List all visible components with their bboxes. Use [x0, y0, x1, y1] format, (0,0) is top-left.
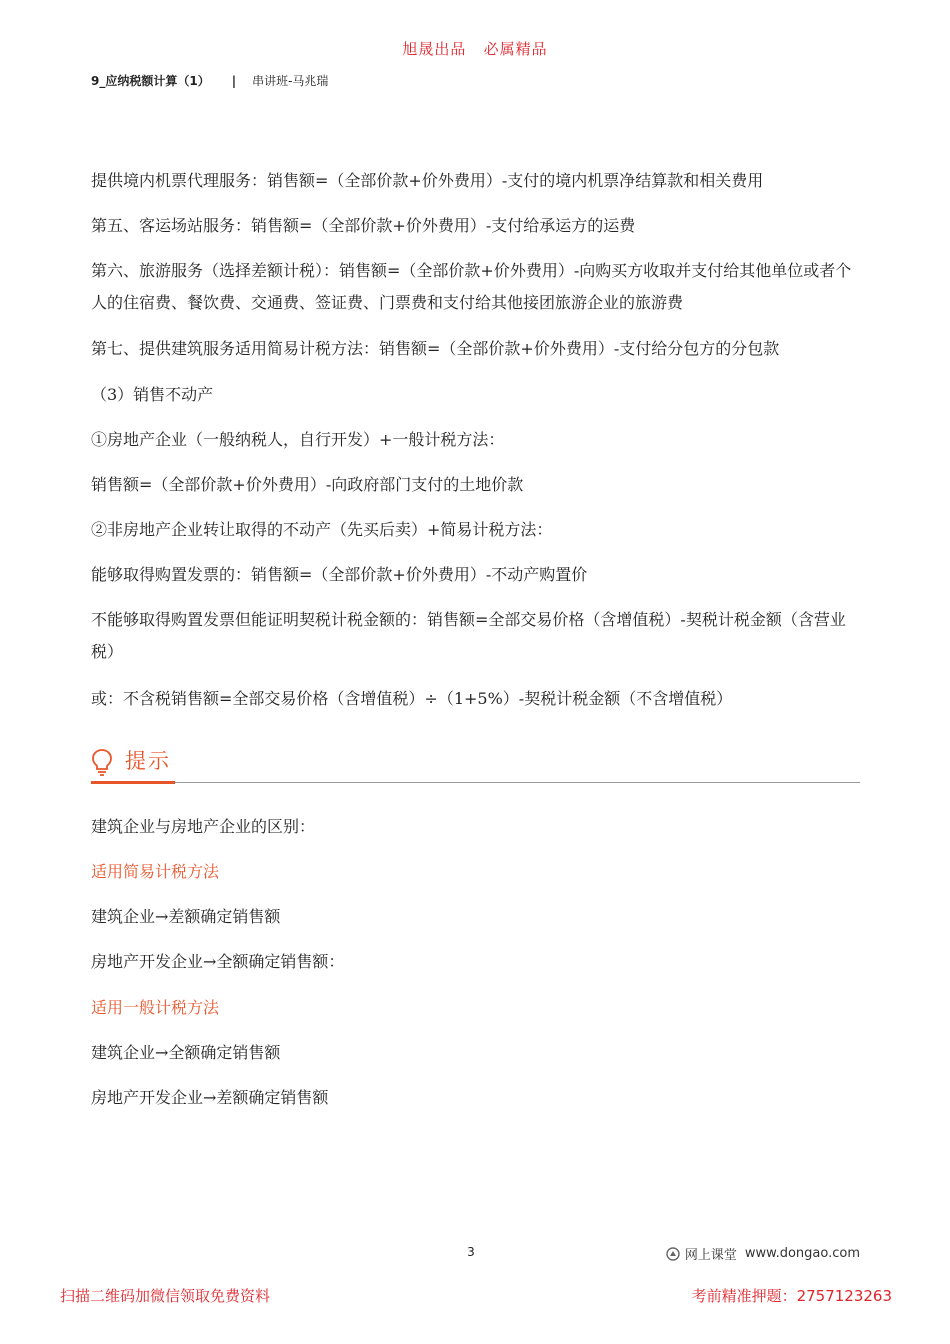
tip-intro: 建筑企业与房地产企业的区别：: [91, 817, 316, 836]
footer-site-link[interactable]: www.dongao.com: [744, 1246, 860, 1261]
course-name: 串讲班-马兆瑞: [252, 74, 329, 88]
tip-title: 提示: [125, 749, 171, 773]
paragraph-without-invoice: 不能够取得购置发票但能证明契税计税金额的：销售额=全部交易价格（含增值税）-契税计税金额（含营业税）: [91, 610, 846, 661]
paragraph-developer: ①房地产企业（一般纳税人，自行开发）+一般计税方法：: [91, 430, 505, 449]
chapter-title: 9_应纳税额计算（1）: [91, 74, 210, 88]
lightbulb-icon: [91, 748, 113, 776]
footer-brand-name: 网上课堂: [684, 1248, 737, 1263]
dongao-logo-icon: [666, 1247, 680, 1261]
tip-divider-accent: [91, 781, 175, 784]
tip-general-item: 建筑企业→全额确定销售额: [91, 1043, 281, 1062]
tip-simple-item: 建筑企业→差额确定销售额: [91, 907, 281, 926]
paragraph-alternative: 或：不含税销售额=全部交易价格（含增值税）÷（1+5%）-契税计税金额（不含增值税）: [91, 689, 733, 708]
tip-divider: [91, 782, 860, 783]
promo-qr-text: 扫描二维码加微信领取免费资料: [60, 1287, 271, 1305]
tip-simple-item: 房地产开发企业→全额确定销售额：: [91, 952, 345, 971]
paragraph-ticket-agency: 提供境内机票代理服务：销售额=（全部价款+价外费用）-支付的境内机票净结算款和相关费用: [91, 171, 764, 190]
tip-section-header: [91, 744, 860, 786]
tip-general-item: 房地产开发企业→差额确定销售额: [91, 1088, 329, 1107]
paragraph-real-estate-heading: （3）销售不动产: [91, 385, 214, 404]
page-number: 3: [467, 1245, 475, 1259]
top-banner: 旭晟出品 必属精品: [402, 40, 548, 58]
promo-contact-text: 考前精准押题：2757123263: [691, 1287, 892, 1305]
tip-general-heading: 适用一般计税方法: [91, 998, 220, 1017]
paragraph-with-invoice: 能够取得购置发票的：销售额=（全部价款+价外费用）-不动产购置价: [91, 565, 588, 584]
paragraph-non-developer: ②非房地产企业转让取得的不动产（先买后卖）+简易计税方法：: [91, 520, 553, 539]
footer-brand: [666, 1244, 860, 1263]
paragraph-developer-formula: 销售额=（全部价款+价外费用）-向政府部门支付的土地价款: [91, 475, 524, 494]
paragraph-construction: 第七、提供建筑服务适用简易计税方法：销售额=（全部价款+价外费用）-支付给分包方的分包款: [91, 339, 780, 358]
tip-simple-heading: 适用简易计税方法: [91, 862, 220, 881]
paragraph-passenger-station: 第五、客运场站服务：销售额=（全部价款+价外费用）-支付给承运方的运费: [91, 216, 636, 235]
paragraph-tourism: 第六、旅游服务（选择差额计税）：销售额=（全部价款+价外费用）-向购买方收取并支付给其他单位或者个人的住宿费、餐饮费、交通费、签证费、门票费和支付给其他接团旅游企业的旅游费: [91, 261, 852, 312]
header-separator: |: [231, 73, 237, 88]
page-header: [91, 72, 328, 89]
